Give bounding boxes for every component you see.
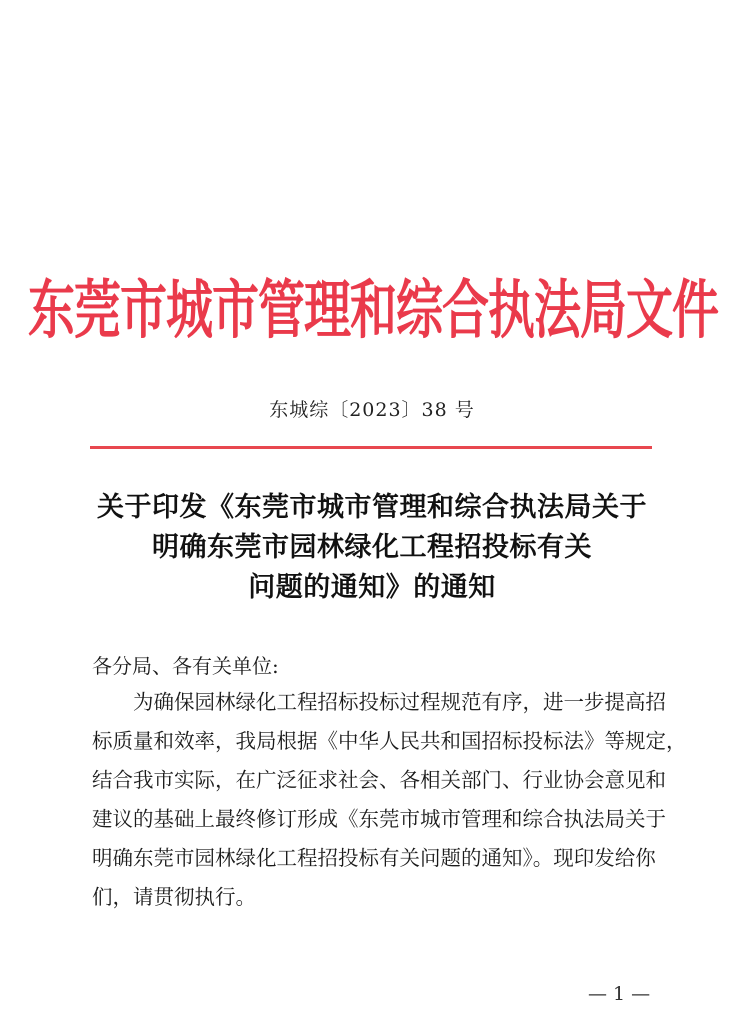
body-paragraph xyxy=(92,683,687,917)
notice-title xyxy=(80,488,664,608)
red-divider-rule xyxy=(90,446,652,449)
page-number: — 1 — xyxy=(588,983,651,1005)
body-line: 建议的基础上最终修订形成《东莞市城市管理和综合执法局关于 xyxy=(92,807,666,831)
masthead-title: 东莞市城市管理和综合执法局文件 xyxy=(28,273,718,348)
body-line: 明确东莞市园林绿化工程招投标有关问题的通知》。现印发给你 xyxy=(92,846,656,870)
notice-title-line: 问题的通知》的通知 xyxy=(248,572,496,603)
notice-title-line: 明确东莞市园林绿化工程招投标有关 xyxy=(152,532,592,563)
salutation: 各分局、各有关单位: xyxy=(92,654,279,678)
notice-title-line: 关于印发《东莞市城市管理和综合执法局关于 xyxy=(97,492,647,523)
body-line: 们，请贯彻执行。 xyxy=(92,885,256,909)
body-line: 结合我市实际，在广泛征求社会、各相关部门、行业协会意见和 xyxy=(92,768,666,792)
document-number: 东城综〔2023〕38 号 xyxy=(269,399,475,421)
body-line: 标质量和效率，我局根据《中华人民共和国招标投标法》等规定， xyxy=(92,729,687,753)
body-line: 为确保园林绿化工程招标投标过程规范有序，进一步提高招 xyxy=(133,690,666,714)
